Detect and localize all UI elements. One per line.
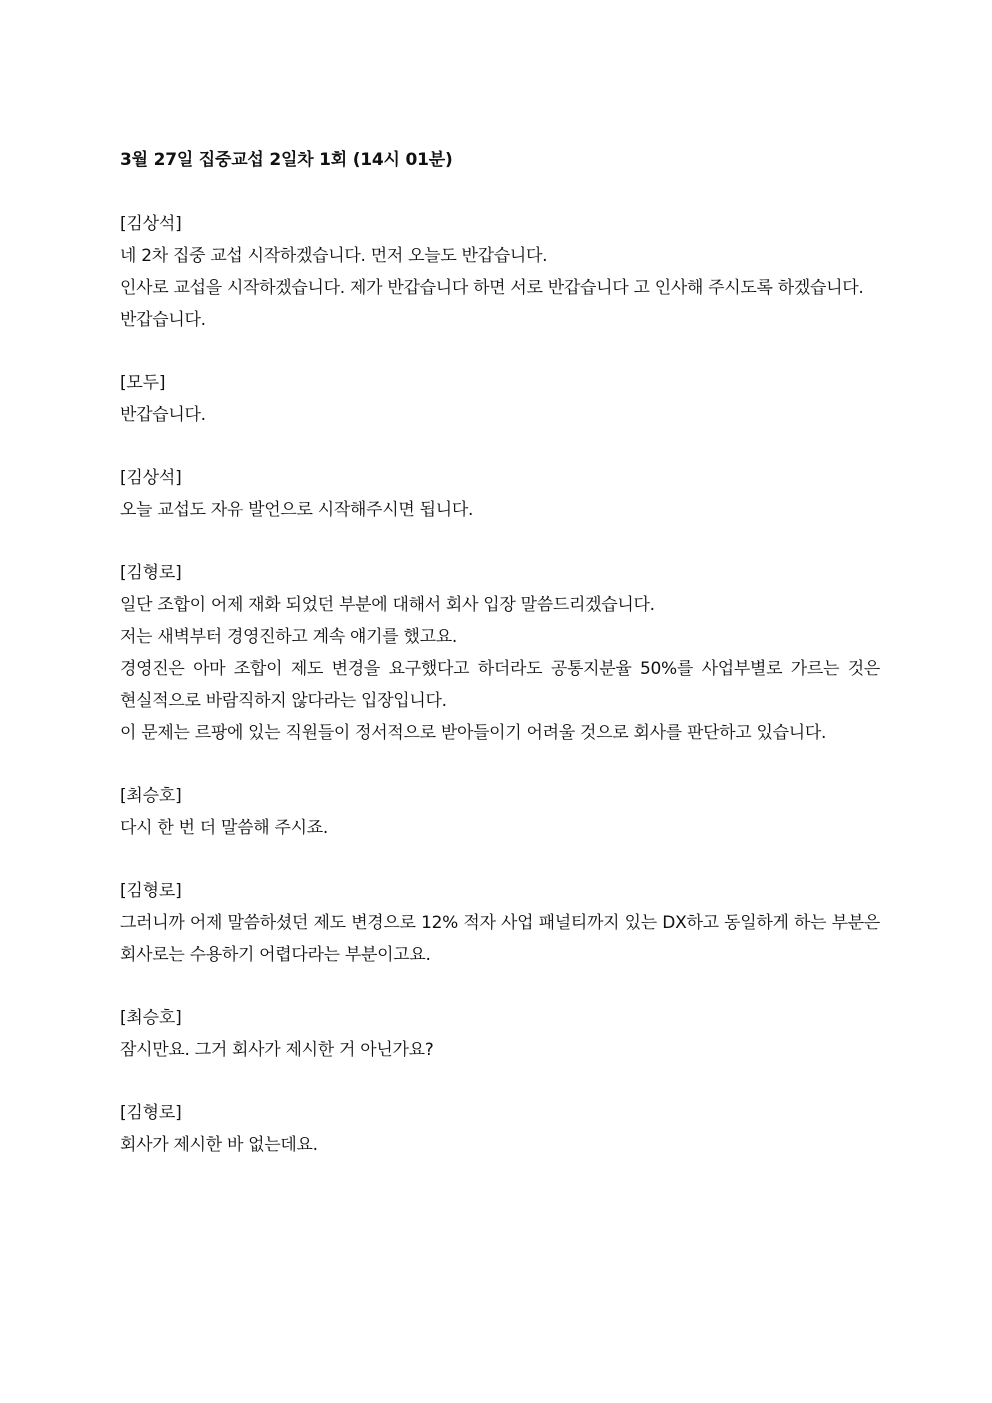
speech-block bbox=[120, 557, 880, 749]
speech-line: 그러니까 어제 말씀하셨던 제도 변경으로 12% 적자 사업 패널티까지 있는 DX하고 동일하게 하는 부분은 회사로는 수용하기 어렵다라는 부분이고요. bbox=[120, 913, 880, 965]
speaker-label: [김상석] bbox=[120, 468, 182, 488]
speech-line: 일단 조합이 어제 재화 되었던 부분에 대해서 회사 입장 말씀드리겠습니다. bbox=[120, 595, 655, 615]
speech-line: 인사로 교섭을 시작하겠습니다. 제가 반갑습니다 하면 서로 반갑습니다 고 인사해 주시도록 하겠습니다. bbox=[120, 278, 864, 298]
speaker-label: [김형로] bbox=[120, 881, 182, 901]
speech-block bbox=[120, 780, 880, 844]
speech-line: 다시 한 번 더 말씀해 주시죠. bbox=[120, 818, 328, 838]
speech-block bbox=[120, 367, 880, 431]
transcript-page bbox=[120, 146, 880, 1192]
speech-line: 반갑습니다. bbox=[120, 310, 206, 330]
document-title: 3월 27일 집중교섭 2일차 1회 (14시 01분) bbox=[120, 150, 453, 170]
speaker-label: [김형로] bbox=[120, 563, 182, 583]
speaker-label: [김상석] bbox=[120, 214, 182, 234]
speech-line: 잠시만요. 그거 회사가 제시한 거 아닌가요? bbox=[120, 1040, 434, 1060]
speech-line: 반갑습니다. bbox=[120, 405, 206, 425]
speaker-label: [김형로] bbox=[120, 1103, 182, 1123]
speech-line: 저는 새벽부터 경영진하고 계속 얘기를 했고요. bbox=[120, 627, 457, 647]
speech-block bbox=[120, 875, 880, 971]
speech-block bbox=[120, 208, 880, 336]
speech-line: 경영진은 아마 조합이 제도 변경을 요구했다고 하더라도 공통지분율 50%를 사업부별로 가르는 것은 현실적으로 바람직하지 않다라는 입장입니다. bbox=[120, 659, 880, 711]
speaker-label: [모두] bbox=[120, 373, 166, 393]
speech-line: 네 2차 집중 교섭 시작하겠습니다. 먼저 오늘도 반갑습니다. bbox=[120, 246, 548, 266]
speaker-label: [최승호] bbox=[120, 786, 182, 806]
speech-line: 이 문제는 르팡에 있는 직원들이 정서적으로 받아들이기 어려울 것으로 회사를 판단하고 있습니다. bbox=[120, 723, 827, 743]
speech-line: 오늘 교섭도 자유 발언으로 시작해주시면 됩니다. bbox=[120, 500, 474, 520]
speech-line: 회사가 제시한 바 없는데요. bbox=[120, 1135, 318, 1155]
speech-block bbox=[120, 1002, 880, 1066]
speaker-label: [최승호] bbox=[120, 1008, 182, 1028]
speech-block bbox=[120, 462, 880, 526]
speech-block bbox=[120, 1097, 880, 1161]
